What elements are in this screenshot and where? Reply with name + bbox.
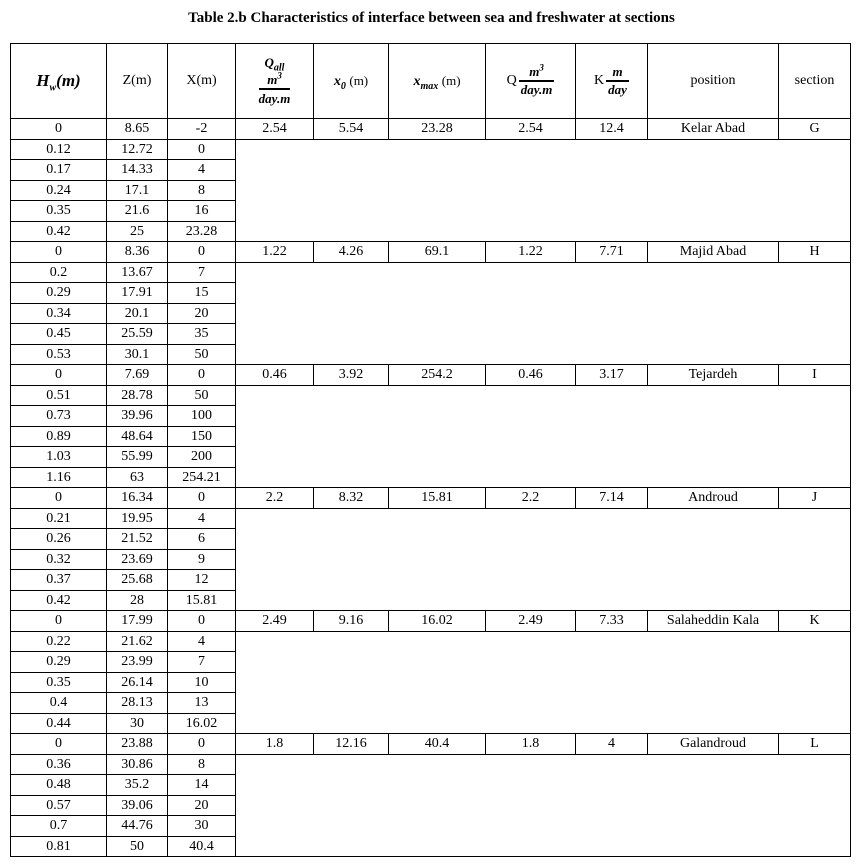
xmax-cell: 40.4 xyxy=(389,734,486,755)
x-cell: 150 xyxy=(168,426,236,447)
x0-cell: 8.32 xyxy=(314,488,389,509)
z-label: Z(m) xyxy=(122,73,152,88)
col-header-x xyxy=(168,44,236,119)
hw-subscript: w xyxy=(49,82,57,94)
hw-cell: 0.42 xyxy=(11,590,107,611)
x-cell: 0 xyxy=(168,139,236,160)
col-header-position xyxy=(648,44,779,119)
hw-cell: 0.73 xyxy=(11,406,107,427)
z-cell: 16.34 xyxy=(107,488,168,509)
table-row xyxy=(11,611,851,632)
q-denominator: day.m xyxy=(520,82,553,97)
x-cell: 20 xyxy=(168,303,236,324)
z-cell: 39.96 xyxy=(107,406,168,427)
table-row xyxy=(11,734,851,755)
hw-cell: 0.32 xyxy=(11,549,107,570)
section-cell: L xyxy=(779,734,851,755)
hw-cell: 0.44 xyxy=(11,713,107,734)
hw-cell: 0.34 xyxy=(11,303,107,324)
x0-symbol: x xyxy=(333,73,341,89)
x-cell: 35 xyxy=(168,324,236,345)
x-cell: 40.4 xyxy=(168,836,236,857)
z-cell: 25.59 xyxy=(107,324,168,345)
x-cell: 15.81 xyxy=(168,590,236,611)
qall-subscript: all xyxy=(273,62,285,74)
qall-cell: 1.8 xyxy=(236,734,314,755)
z-cell: 13.67 xyxy=(107,262,168,283)
hw-cell: 0.29 xyxy=(11,652,107,673)
x-cell: 50 xyxy=(168,385,236,406)
z-cell: 48.64 xyxy=(107,426,168,447)
qall-cell: 2.49 xyxy=(236,611,314,632)
x-cell: 0 xyxy=(168,488,236,509)
section-cell: G xyxy=(779,119,851,140)
x0-unit: (m) xyxy=(349,72,369,88)
z-cell: 7.69 xyxy=(107,365,168,386)
hw-cell: 0.35 xyxy=(11,672,107,693)
hw-cell: 0 xyxy=(11,365,107,386)
col-header-qall xyxy=(236,44,314,119)
qall-exponent: 3 xyxy=(277,70,282,81)
hw-cell: 0 xyxy=(11,734,107,755)
k-cell: 7.14 xyxy=(576,488,648,509)
col-header-z xyxy=(107,44,168,119)
x-cell: 50 xyxy=(168,344,236,365)
x0-cell: 12.16 xyxy=(314,734,389,755)
z-cell: 28.13 xyxy=(107,693,168,714)
hw-cell: 0.53 xyxy=(11,344,107,365)
q-cell: 1.22 xyxy=(486,242,576,263)
xmax-symbol: x xyxy=(413,73,421,89)
z-cell: 28 xyxy=(107,590,168,611)
hw-cell: 1.16 xyxy=(11,467,107,488)
x-cell: 12 xyxy=(168,570,236,591)
q-cell: 2.2 xyxy=(486,488,576,509)
x-cell: -2 xyxy=(168,119,236,140)
qall-numerator: m xyxy=(267,72,278,87)
section-cell: K xyxy=(779,611,851,632)
section-cell: H xyxy=(779,242,851,263)
header-row xyxy=(11,44,851,119)
x-cell: 0 xyxy=(168,242,236,263)
k-denominator: day xyxy=(608,82,627,97)
hw-cell: 0.57 xyxy=(11,795,107,816)
col-header-section xyxy=(779,44,851,119)
col-header-q xyxy=(486,44,576,119)
table-header xyxy=(11,44,851,119)
x-cell: 200 xyxy=(168,447,236,468)
table-row xyxy=(11,754,851,775)
hw-cell: 0.4 xyxy=(11,693,107,714)
empty-merged-cell xyxy=(236,631,851,734)
z-cell: 39.06 xyxy=(107,795,168,816)
x-cell: 6 xyxy=(168,529,236,550)
k-cell: 12.4 xyxy=(576,119,648,140)
xmax-cell: 15.81 xyxy=(389,488,486,509)
hw-cell: 0.12 xyxy=(11,139,107,160)
hw-cell: 0 xyxy=(11,611,107,632)
z-cell: 25.68 xyxy=(107,570,168,591)
x-cell: 0 xyxy=(168,365,236,386)
q-cell: 2.54 xyxy=(486,119,576,140)
table-row xyxy=(11,385,851,406)
z-cell: 12.72 xyxy=(107,139,168,160)
q-exponent: 3 xyxy=(539,62,544,73)
q-fraction xyxy=(507,64,555,98)
q-cell: 2.49 xyxy=(486,611,576,632)
hw-cell: 0.2 xyxy=(11,262,107,283)
k-symbol: K xyxy=(594,73,605,88)
x-cell: 23.28 xyxy=(168,221,236,242)
hw-unit: (m) xyxy=(56,71,81,90)
hw-symbol: H xyxy=(36,71,50,90)
hw-cell: 0.26 xyxy=(11,529,107,550)
z-cell: 25 xyxy=(107,221,168,242)
xmax-subscript: max xyxy=(420,80,439,92)
x-cell: 16 xyxy=(168,201,236,222)
hw-cell: 1.03 xyxy=(11,447,107,468)
hw-cell: 0.21 xyxy=(11,508,107,529)
x0-cell: 9.16 xyxy=(314,611,389,632)
empty-merged-cell xyxy=(236,754,851,857)
section-cell: I xyxy=(779,365,851,386)
xmax-cell: 16.02 xyxy=(389,611,486,632)
table-row xyxy=(11,139,851,160)
qall-cell: 2.54 xyxy=(236,119,314,140)
section-label: section xyxy=(794,73,835,88)
x-cell: 20 xyxy=(168,795,236,816)
hw-cell: 0.24 xyxy=(11,180,107,201)
table-body xyxy=(11,119,851,857)
z-cell: 35.2 xyxy=(107,775,168,796)
empty-merged-cell xyxy=(236,385,851,488)
x0-cell: 4.26 xyxy=(314,242,389,263)
table-row xyxy=(11,262,851,283)
z-cell: 21.62 xyxy=(107,631,168,652)
x-cell: 30 xyxy=(168,816,236,837)
k-fraction xyxy=(594,64,629,98)
hw-cell: 0.89 xyxy=(11,426,107,447)
hw-cell: 0.17 xyxy=(11,160,107,181)
hw-cell: 0.51 xyxy=(11,385,107,406)
z-cell: 8.65 xyxy=(107,119,168,140)
x0-cell: 5.54 xyxy=(314,119,389,140)
qall-symbol: Q xyxy=(264,55,274,70)
x-cell: 100 xyxy=(168,406,236,427)
z-cell: 21.6 xyxy=(107,201,168,222)
hw-cell: 0.7 xyxy=(11,816,107,837)
x-cell: 15 xyxy=(168,283,236,304)
hw-cell: 0.42 xyxy=(11,221,107,242)
empty-merged-cell xyxy=(236,508,851,611)
z-cell: 20.1 xyxy=(107,303,168,324)
z-cell: 14.33 xyxy=(107,160,168,181)
k-cell: 3.17 xyxy=(576,365,648,386)
data-table xyxy=(10,43,851,857)
x-cell: 4 xyxy=(168,508,236,529)
hw-cell: 0 xyxy=(11,119,107,140)
z-cell: 30 xyxy=(107,713,168,734)
table-row xyxy=(11,242,851,263)
qall-cell: 0.46 xyxy=(236,365,314,386)
hw-cell: 0.45 xyxy=(11,324,107,345)
empty-merged-cell xyxy=(236,262,851,365)
z-cell: 23.88 xyxy=(107,734,168,755)
z-cell: 17.91 xyxy=(107,283,168,304)
section-cell: J xyxy=(779,488,851,509)
x-cell: 7 xyxy=(168,652,236,673)
k-cell: 4 xyxy=(576,734,648,755)
col-header-hw xyxy=(11,44,107,119)
z-cell: 44.76 xyxy=(107,816,168,837)
k-numerator: m xyxy=(612,64,623,79)
q-symbol: Q xyxy=(506,73,517,88)
z-cell: 50 xyxy=(107,836,168,857)
q-cell: 0.46 xyxy=(486,365,576,386)
x-cell: 13 xyxy=(168,693,236,714)
z-cell: 23.99 xyxy=(107,652,168,673)
x-cell: 14 xyxy=(168,775,236,796)
table-row xyxy=(11,631,851,652)
hw-cell: 0 xyxy=(11,488,107,509)
z-cell: 17.1 xyxy=(107,180,168,201)
hw-cell: 0.36 xyxy=(11,754,107,775)
z-cell: 17.99 xyxy=(107,611,168,632)
qall-fraction xyxy=(259,54,291,107)
z-cell: 30.86 xyxy=(107,754,168,775)
table-row xyxy=(11,508,851,529)
position-label: position xyxy=(690,73,736,88)
hw-cell: 0.22 xyxy=(11,631,107,652)
position-cell: Majid Abad xyxy=(648,242,779,263)
qall-denominator: day.m xyxy=(259,88,291,107)
xmax-unit: (m) xyxy=(441,72,461,88)
xmax-cell: 69.1 xyxy=(389,242,486,263)
z-cell: 8.36 xyxy=(107,242,168,263)
x-cell: 8 xyxy=(168,180,236,201)
x0-cell: 3.92 xyxy=(314,365,389,386)
x-cell: 4 xyxy=(168,160,236,181)
x0-subscript: 0 xyxy=(340,80,346,92)
position-cell: Androud xyxy=(648,488,779,509)
hw-cell: 0.81 xyxy=(11,836,107,857)
position-cell: Galandroud xyxy=(648,734,779,755)
hw-cell: 0 xyxy=(11,242,107,263)
col-header-xmax xyxy=(389,44,486,119)
qall-cell: 1.22 xyxy=(236,242,314,263)
table-title: Table 2.b Characteristics of interface between sea and freshwater at sections xyxy=(188,10,675,26)
z-cell: 30.1 xyxy=(107,344,168,365)
x-cell: 10 xyxy=(168,672,236,693)
hw-cell: 0.29 xyxy=(11,283,107,304)
z-cell: 26.14 xyxy=(107,672,168,693)
xmax-cell: 254.2 xyxy=(389,365,486,386)
hw-cell: 0.37 xyxy=(11,570,107,591)
q-cell: 1.8 xyxy=(486,734,576,755)
x-label: X(m) xyxy=(186,73,217,88)
xmax-cell: 23.28 xyxy=(389,119,486,140)
q-numerator: m xyxy=(529,64,540,79)
z-cell: 28.78 xyxy=(107,385,168,406)
position-cell: Tejardeh xyxy=(648,365,779,386)
x-cell: 7 xyxy=(168,262,236,283)
x-cell: 0 xyxy=(168,734,236,755)
col-header-k xyxy=(576,44,648,119)
k-cell: 7.33 xyxy=(576,611,648,632)
hw-cell: 0.48 xyxy=(11,775,107,796)
z-cell: 23.69 xyxy=(107,549,168,570)
z-cell: 63 xyxy=(107,467,168,488)
position-cell: Salaheddin Kala xyxy=(648,611,779,632)
table-row xyxy=(11,119,851,140)
x-cell: 9 xyxy=(168,549,236,570)
x-cell: 4 xyxy=(168,631,236,652)
empty-merged-cell xyxy=(236,139,851,242)
x-cell: 16.02 xyxy=(168,713,236,734)
k-cell: 7.71 xyxy=(576,242,648,263)
x-cell: 254.21 xyxy=(168,467,236,488)
z-cell: 21.52 xyxy=(107,529,168,550)
z-cell: 19.95 xyxy=(107,508,168,529)
position-cell: Kelar Abad xyxy=(648,119,779,140)
z-cell: 55.99 xyxy=(107,447,168,468)
col-header-x0 xyxy=(314,44,389,119)
table-row xyxy=(11,365,851,386)
hw-cell: 0.35 xyxy=(11,201,107,222)
x-cell: 0 xyxy=(168,611,236,632)
qall-cell: 2.2 xyxy=(236,488,314,509)
table-row xyxy=(11,488,851,509)
x-cell: 8 xyxy=(168,754,236,775)
